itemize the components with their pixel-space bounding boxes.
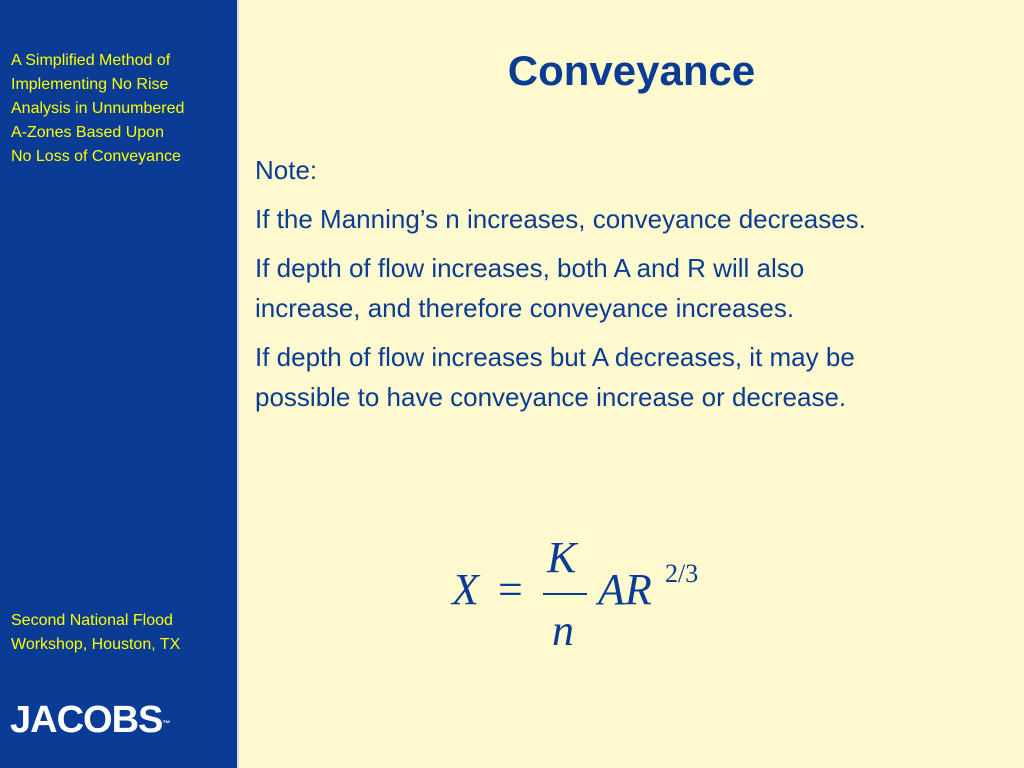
conveyance-formula xyxy=(440,530,740,660)
body-paragraph xyxy=(255,337,995,417)
sidebar xyxy=(0,0,237,768)
sidebar-title-line: Implementing No Rise xyxy=(11,76,169,93)
body-paragraph xyxy=(255,199,995,239)
body-paragraph xyxy=(255,150,995,190)
sidebar-footer xyxy=(11,609,235,657)
formula-denominator: n xyxy=(552,606,574,655)
formula-term: AR xyxy=(598,565,652,614)
sidebar-title-line: Analysis in Unnumbered xyxy=(11,100,185,117)
jacobs-logo xyxy=(10,700,170,740)
formula-exponent: 2/3 xyxy=(665,559,699,588)
sidebar-title-line: No Loss of Conveyance xyxy=(11,148,181,165)
body-paragraph xyxy=(255,248,995,328)
sidebar-title-line: A-Zones Based Upon xyxy=(11,124,164,141)
sidebar-title-line: A Simplified Method of xyxy=(11,52,171,69)
body-line: increase, and therefore conveyance increases. xyxy=(255,293,795,323)
body-line: If depth of flow increases but A decreases, it may be xyxy=(255,342,855,372)
slide-body xyxy=(255,150,995,426)
formula-numerator: K xyxy=(547,533,577,582)
body-line: Note: xyxy=(255,155,318,185)
logo-trademark: ™ xyxy=(162,719,171,728)
formula-lhs: X xyxy=(452,565,479,614)
formula-equals: = xyxy=(498,565,523,614)
slide-title: Conveyance xyxy=(507,47,756,94)
body-line: possible to have conveyance increase or decrease. xyxy=(255,382,847,412)
logo-text: JACOBS xyxy=(10,699,163,741)
body-line: If the Manning’s n increases, conveyance decreases. xyxy=(255,204,866,234)
sidebar-footer-line: Second National Flood xyxy=(11,612,173,629)
sidebar-divider xyxy=(237,0,239,768)
formula-svg xyxy=(440,530,740,660)
sidebar-footer-line: Workshop, Houston, TX xyxy=(11,636,181,653)
sidebar-title xyxy=(11,49,235,169)
fraction-bar xyxy=(543,593,587,595)
body-line: If depth of flow increases, both A and R will also xyxy=(255,253,805,283)
